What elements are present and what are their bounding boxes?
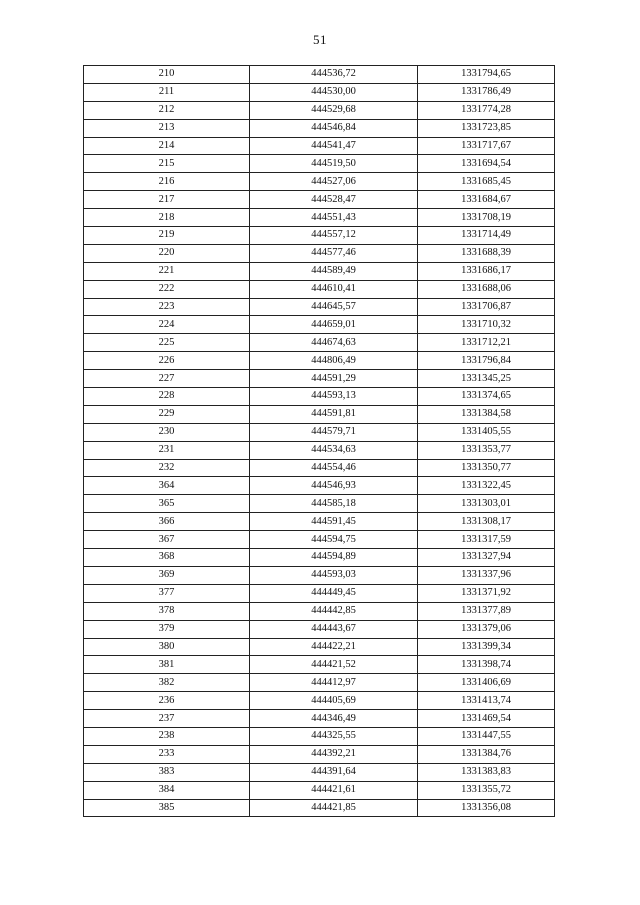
- y-coordinate-cell: 1331794,65: [418, 66, 555, 84]
- x-coordinate-cell: 444577,46: [250, 244, 418, 262]
- table-row: [84, 781, 555, 799]
- point-number-cell: 365: [84, 495, 250, 513]
- y-coordinate-cell: 1331774,28: [418, 101, 555, 119]
- x-coordinate-cell: 444421,85: [250, 799, 418, 817]
- table-row: [84, 727, 555, 745]
- x-coordinate-cell: 444449,45: [250, 584, 418, 602]
- point-number-cell: 366: [84, 513, 250, 531]
- table-row: [84, 280, 555, 298]
- y-coordinate-cell: 1331383,83: [418, 763, 555, 781]
- table-row: [84, 191, 555, 209]
- y-coordinate-cell: 1331786,49: [418, 83, 555, 101]
- y-coordinate-cell: 1331447,55: [418, 727, 555, 745]
- point-number-cell: 368: [84, 549, 250, 567]
- table-row: [84, 298, 555, 316]
- table-row: [84, 352, 555, 370]
- y-coordinate-cell: 1331308,17: [418, 513, 555, 531]
- y-coordinate-cell: 1331337,96: [418, 566, 555, 584]
- x-coordinate-cell: 444528,47: [250, 191, 418, 209]
- x-coordinate-cell: 444541,47: [250, 137, 418, 155]
- point-number-cell: 222: [84, 280, 250, 298]
- point-number-cell: 214: [84, 137, 250, 155]
- point-number-cell: 231: [84, 441, 250, 459]
- point-number-cell: 224: [84, 316, 250, 334]
- table-row: [84, 137, 555, 155]
- x-coordinate-cell: 444593,13: [250, 388, 418, 406]
- point-number-cell: 380: [84, 638, 250, 656]
- x-coordinate-cell: 444442,85: [250, 602, 418, 620]
- x-coordinate-cell: 444529,68: [250, 101, 418, 119]
- point-number-cell: 369: [84, 566, 250, 584]
- coordinates-table: [83, 65, 555, 817]
- x-coordinate-cell: 444589,49: [250, 262, 418, 280]
- y-coordinate-cell: 1331322,45: [418, 477, 555, 495]
- y-coordinate-cell: 1331405,55: [418, 423, 555, 441]
- point-number-cell: 232: [84, 459, 250, 477]
- x-coordinate-cell: 444806,49: [250, 352, 418, 370]
- x-coordinate-cell: 444443,67: [250, 620, 418, 638]
- point-number-cell: 237: [84, 710, 250, 728]
- x-coordinate-cell: 444421,52: [250, 656, 418, 674]
- y-coordinate-cell: 1331684,67: [418, 191, 555, 209]
- point-number-cell: 384: [84, 781, 250, 799]
- point-number-cell: 221: [84, 262, 250, 280]
- point-number-cell: 212: [84, 101, 250, 119]
- x-coordinate-cell: 444594,89: [250, 549, 418, 567]
- point-number-cell: 223: [84, 298, 250, 316]
- y-coordinate-cell: 1331399,34: [418, 638, 555, 656]
- table-row: [84, 405, 555, 423]
- y-coordinate-cell: 1331317,59: [418, 531, 555, 549]
- point-number-cell: 217: [84, 191, 250, 209]
- point-number-cell: 229: [84, 405, 250, 423]
- x-coordinate-cell: 444421,61: [250, 781, 418, 799]
- point-number-cell: 236: [84, 692, 250, 710]
- table-row: [84, 710, 555, 728]
- x-coordinate-cell: 444579,71: [250, 423, 418, 441]
- y-coordinate-cell: 1331688,39: [418, 244, 555, 262]
- x-coordinate-cell: 444551,43: [250, 209, 418, 227]
- table-row: [84, 763, 555, 781]
- y-coordinate-cell: 1331796,84: [418, 352, 555, 370]
- point-number-cell: 218: [84, 209, 250, 227]
- y-coordinate-cell: 1331413,74: [418, 692, 555, 710]
- point-number-cell: 211: [84, 83, 250, 101]
- point-number-cell: 213: [84, 119, 250, 137]
- table-row: [84, 549, 555, 567]
- table-row: [84, 692, 555, 710]
- y-coordinate-cell: 1331717,67: [418, 137, 555, 155]
- point-number-cell: 377: [84, 584, 250, 602]
- point-number-cell: 379: [84, 620, 250, 638]
- x-coordinate-cell: 444546,84: [250, 119, 418, 137]
- point-number-cell: 230: [84, 423, 250, 441]
- point-number-cell: 227: [84, 370, 250, 388]
- point-number-cell: 378: [84, 602, 250, 620]
- table-row: [84, 66, 555, 84]
- x-coordinate-cell: 444346,49: [250, 710, 418, 728]
- point-number-cell: 367: [84, 531, 250, 549]
- table-row: [84, 620, 555, 638]
- y-coordinate-cell: 1331398,74: [418, 656, 555, 674]
- table-row: [84, 262, 555, 280]
- y-coordinate-cell: 1331384,58: [418, 405, 555, 423]
- point-number-cell: 238: [84, 727, 250, 745]
- x-coordinate-cell: 444422,21: [250, 638, 418, 656]
- y-coordinate-cell: 1331371,92: [418, 584, 555, 602]
- table-row: [84, 155, 555, 173]
- point-number-cell: 225: [84, 334, 250, 352]
- point-number-cell: 210: [84, 66, 250, 84]
- table-row: [84, 799, 555, 817]
- x-coordinate-cell: 444530,00: [250, 83, 418, 101]
- x-coordinate-cell: 444391,64: [250, 763, 418, 781]
- table-row: [84, 459, 555, 477]
- point-number-cell: 364: [84, 477, 250, 495]
- table-row: [84, 584, 555, 602]
- table-row: [84, 423, 555, 441]
- x-coordinate-cell: 444527,06: [250, 173, 418, 191]
- x-coordinate-cell: 444554,46: [250, 459, 418, 477]
- point-number-cell: 216: [84, 173, 250, 191]
- x-coordinate-cell: 444594,75: [250, 531, 418, 549]
- table-row: [84, 674, 555, 692]
- point-number-cell: 219: [84, 227, 250, 245]
- table-row: [84, 656, 555, 674]
- y-coordinate-cell: 1331379,06: [418, 620, 555, 638]
- table-row: [84, 477, 555, 495]
- coordinates-table-body: [84, 66, 555, 817]
- x-coordinate-cell: 444392,21: [250, 745, 418, 763]
- y-coordinate-cell: 1331686,17: [418, 262, 555, 280]
- x-coordinate-cell: 444325,55: [250, 727, 418, 745]
- y-coordinate-cell: 1331685,45: [418, 173, 555, 191]
- x-coordinate-cell: 444405,69: [250, 692, 418, 710]
- y-coordinate-cell: 1331710,32: [418, 316, 555, 334]
- table-row: [84, 513, 555, 531]
- y-coordinate-cell: 1331377,89: [418, 602, 555, 620]
- point-number-cell: 215: [84, 155, 250, 173]
- table-row: [84, 566, 555, 584]
- point-number-cell: 383: [84, 763, 250, 781]
- x-coordinate-cell: 444591,45: [250, 513, 418, 531]
- y-coordinate-cell: 1331303,01: [418, 495, 555, 513]
- point-number-cell: 220: [84, 244, 250, 262]
- point-number-cell: 226: [84, 352, 250, 370]
- table-row: [84, 602, 555, 620]
- table-row: [84, 495, 555, 513]
- x-coordinate-cell: 444536,72: [250, 66, 418, 84]
- point-number-cell: 385: [84, 799, 250, 817]
- y-coordinate-cell: 1331694,54: [418, 155, 555, 173]
- x-coordinate-cell: 444674,63: [250, 334, 418, 352]
- x-coordinate-cell: 444610,41: [250, 280, 418, 298]
- y-coordinate-cell: 1331327,94: [418, 549, 555, 567]
- table-row: [84, 441, 555, 459]
- table-row: [84, 316, 555, 334]
- x-coordinate-cell: 444557,12: [250, 227, 418, 245]
- y-coordinate-cell: 1331353,77: [418, 441, 555, 459]
- y-coordinate-cell: 1331356,08: [418, 799, 555, 817]
- y-coordinate-cell: 1331350,77: [418, 459, 555, 477]
- y-coordinate-cell: 1331723,85: [418, 119, 555, 137]
- x-coordinate-cell: 444519,50: [250, 155, 418, 173]
- x-coordinate-cell: 444591,81: [250, 405, 418, 423]
- y-coordinate-cell: 1331406,69: [418, 674, 555, 692]
- table-row: [84, 370, 555, 388]
- point-number-cell: 228: [84, 388, 250, 406]
- x-coordinate-cell: 444645,57: [250, 298, 418, 316]
- table-row: [84, 209, 555, 227]
- table-row: [84, 638, 555, 656]
- x-coordinate-cell: 444659,01: [250, 316, 418, 334]
- table-row: [84, 388, 555, 406]
- table-row: [84, 227, 555, 245]
- y-coordinate-cell: 1331469,54: [418, 710, 555, 728]
- x-coordinate-cell: 444546,93: [250, 477, 418, 495]
- y-coordinate-cell: 1331712,21: [418, 334, 555, 352]
- x-coordinate-cell: 444591,29: [250, 370, 418, 388]
- table-row: [84, 101, 555, 119]
- x-coordinate-cell: 444593,03: [250, 566, 418, 584]
- x-coordinate-cell: 444412,97: [250, 674, 418, 692]
- page-number: 51: [313, 32, 327, 47]
- table-row: [84, 83, 555, 101]
- y-coordinate-cell: 1331384,76: [418, 745, 555, 763]
- point-number-cell: 382: [84, 674, 250, 692]
- y-coordinate-cell: 1331708,19: [418, 209, 555, 227]
- y-coordinate-cell: 1331688,06: [418, 280, 555, 298]
- y-coordinate-cell: 1331714,49: [418, 227, 555, 245]
- x-coordinate-cell: 444534,63: [250, 441, 418, 459]
- y-coordinate-cell: 1331345,25: [418, 370, 555, 388]
- table-row: [84, 531, 555, 549]
- y-coordinate-cell: 1331706,87: [418, 298, 555, 316]
- point-number-cell: 381: [84, 656, 250, 674]
- y-coordinate-cell: 1331374,65: [418, 388, 555, 406]
- table-row: [84, 334, 555, 352]
- y-coordinate-cell: 1331355,72: [418, 781, 555, 799]
- x-coordinate-cell: 444585,18: [250, 495, 418, 513]
- table-row: [84, 745, 555, 763]
- table-row: [84, 119, 555, 137]
- table-row: [84, 244, 555, 262]
- point-number-cell: 233: [84, 745, 250, 763]
- table-row: [84, 173, 555, 191]
